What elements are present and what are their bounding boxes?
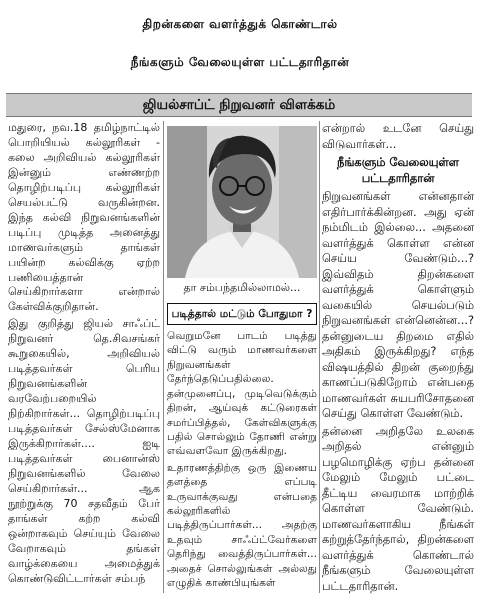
article-column-2 [167,300,317,591]
column-divider [163,121,164,593]
subheading: நீங்களும் வேலையுள்ள பட்டதாரிதான் [337,155,459,185]
headline-line-2: நீங்களும் வேலையுள்ள பட்டதாரிதான் [130,55,350,69]
paragraph: என்றால் உடனே செய்து விடுவார்கள்... [322,121,474,151]
column-divider [319,121,320,593]
paragraph: நிறுவனங்கள் என்னதான் எதிர்பார்க்கின்றன. அது ஏன் நம்மிடம் இல்லை... அதனை வளர்த்துக் கொள்ள என்ன செய்ய வேண்டும்...? இவ்விதம் திறன்களை வளர்த்துக் கொள்ளும் வகையில் செயல்படும் நிறுவனங்கள் என்னென்ன...? தன்னுடைய திறமை எதில் அதிகம் இருக்கிறது? எந்த விஷயத்தில் திறன் குறைந்து காணப்படுகிறோம் என்பதை மாணவர்கள் சுயபரிசோதனை செய்து கொள்ள வேண்டும். [322,189,474,420]
article-column-1 [8,121,160,587]
paragraph: இது குறித்து ஜியல் சாஃப்ட் நிறுவனர் தெ.சிவசங்கர் கூறுகையில், அறிவியல் படித்தவர்கள் பெரிய நிறுவனங்களின் வரவேற்பறையில் நிற்கிறார்கள்... தொழிற்படிப்பு படித்தவர்கள் சேல்ஸ்மேனாக இருக்கிறார்கள்.... ஐடி படித்தவர்கள் பைனான்ஸ் நிறுவனங்களில் வேலை செய்கிறார்கள்... ஆக நூற்றுக்கு 70 சதவீதம் பேர் தாங்கள் கற்ற கல்வி ஒன்றாகவும் செய்யும் வேலை வேறாகவும் தங்கள் வாழ்க்கையை அமைத்துக் கொண்டுவிட்டார்கள் சம்பந் [8,317,160,585]
paragraph: தன்னை அறிதலே உலகை அறிதல் என்னும் பழமொழிக்கு ஏற்ப தன்னை மேலும் மேலும் பட்டை தீட்டிய வைரமாக மாற்றிக் கொள்ள வேண்டும். மாணவர்களாகிய நீங்கள் கற்றுத்தேர்ந்தால், திறன்களை வளர்த்துக் கொண்டால் நீங்களும் வேலையுள்ள பட்டதாரிதான். [322,423,474,593]
article-column-3 [322,121,474,594]
paragraph: மதுரை, நவ.18 தமிழ்நாட்டில் பொறியியல் கல்லூரிகள் - கலை அறிவியல் கல்லூரிகள் இன்னும் எண்ணற்ற தொழிற்படிப்பு கல்லூரிகள் செயல்பட்டு வருகின்றன. இந்த கல்வி நிறுவனங்களின் படிப்பு முடித்த அனைத்து மாணவர்களும் தாங்கள் பயின்ற கல்விக்கு ஏற்ற பணியைத்தான் செய்கிறார்களா என்றால் கேள்விக்குறிதான். [8,121,160,314]
paragraph: உதாரணத்திற்கு ஒரு இணைய தளத்தை எப்படி உருவாக்குவது என்பதை கல்லூரிகளில் படித்திருப்பார்கள்... அதற்கு உதவும் சாஃப்ட்வேர்களை தெரிந்து வைத்திருப்பார்கள்... அதைச் சொல்லுங்கள் அல்லது எழுதிக் காண்பியுங்கள் [167,461,317,590]
kicker-banner: ஜியல்சாப்ட் நிறுவனர் விளக்கம் [6,93,472,117]
photo-caption: தா சம்பந்தமில்லாமல்... [183,281,301,294]
headline-line-1: திறன்களை வளர்த்துக் கொண்டால் [142,17,338,31]
portrait-image [167,126,317,278]
subheading: படித்தால் மட்டும் போதுமா ? [167,303,317,325]
portrait-photo [167,126,317,278]
paragraph: வெறுமனே பாடம் படித்து விட்டு வரும் மாணவர்களை நிறுவனங்கள் தேர்ந்தெடுப்பதில்லை. தன்முனைப்பு, முடிவெடுக்கும் திறன், ஆய்வுக் கட்டுரைகள் சமர்ப்பித்தல், கேள்விகளுக்கு பதில் சொல்லும் தோணி என்று எவ்வளவோ இருக்கிறது. [167,330,317,458]
